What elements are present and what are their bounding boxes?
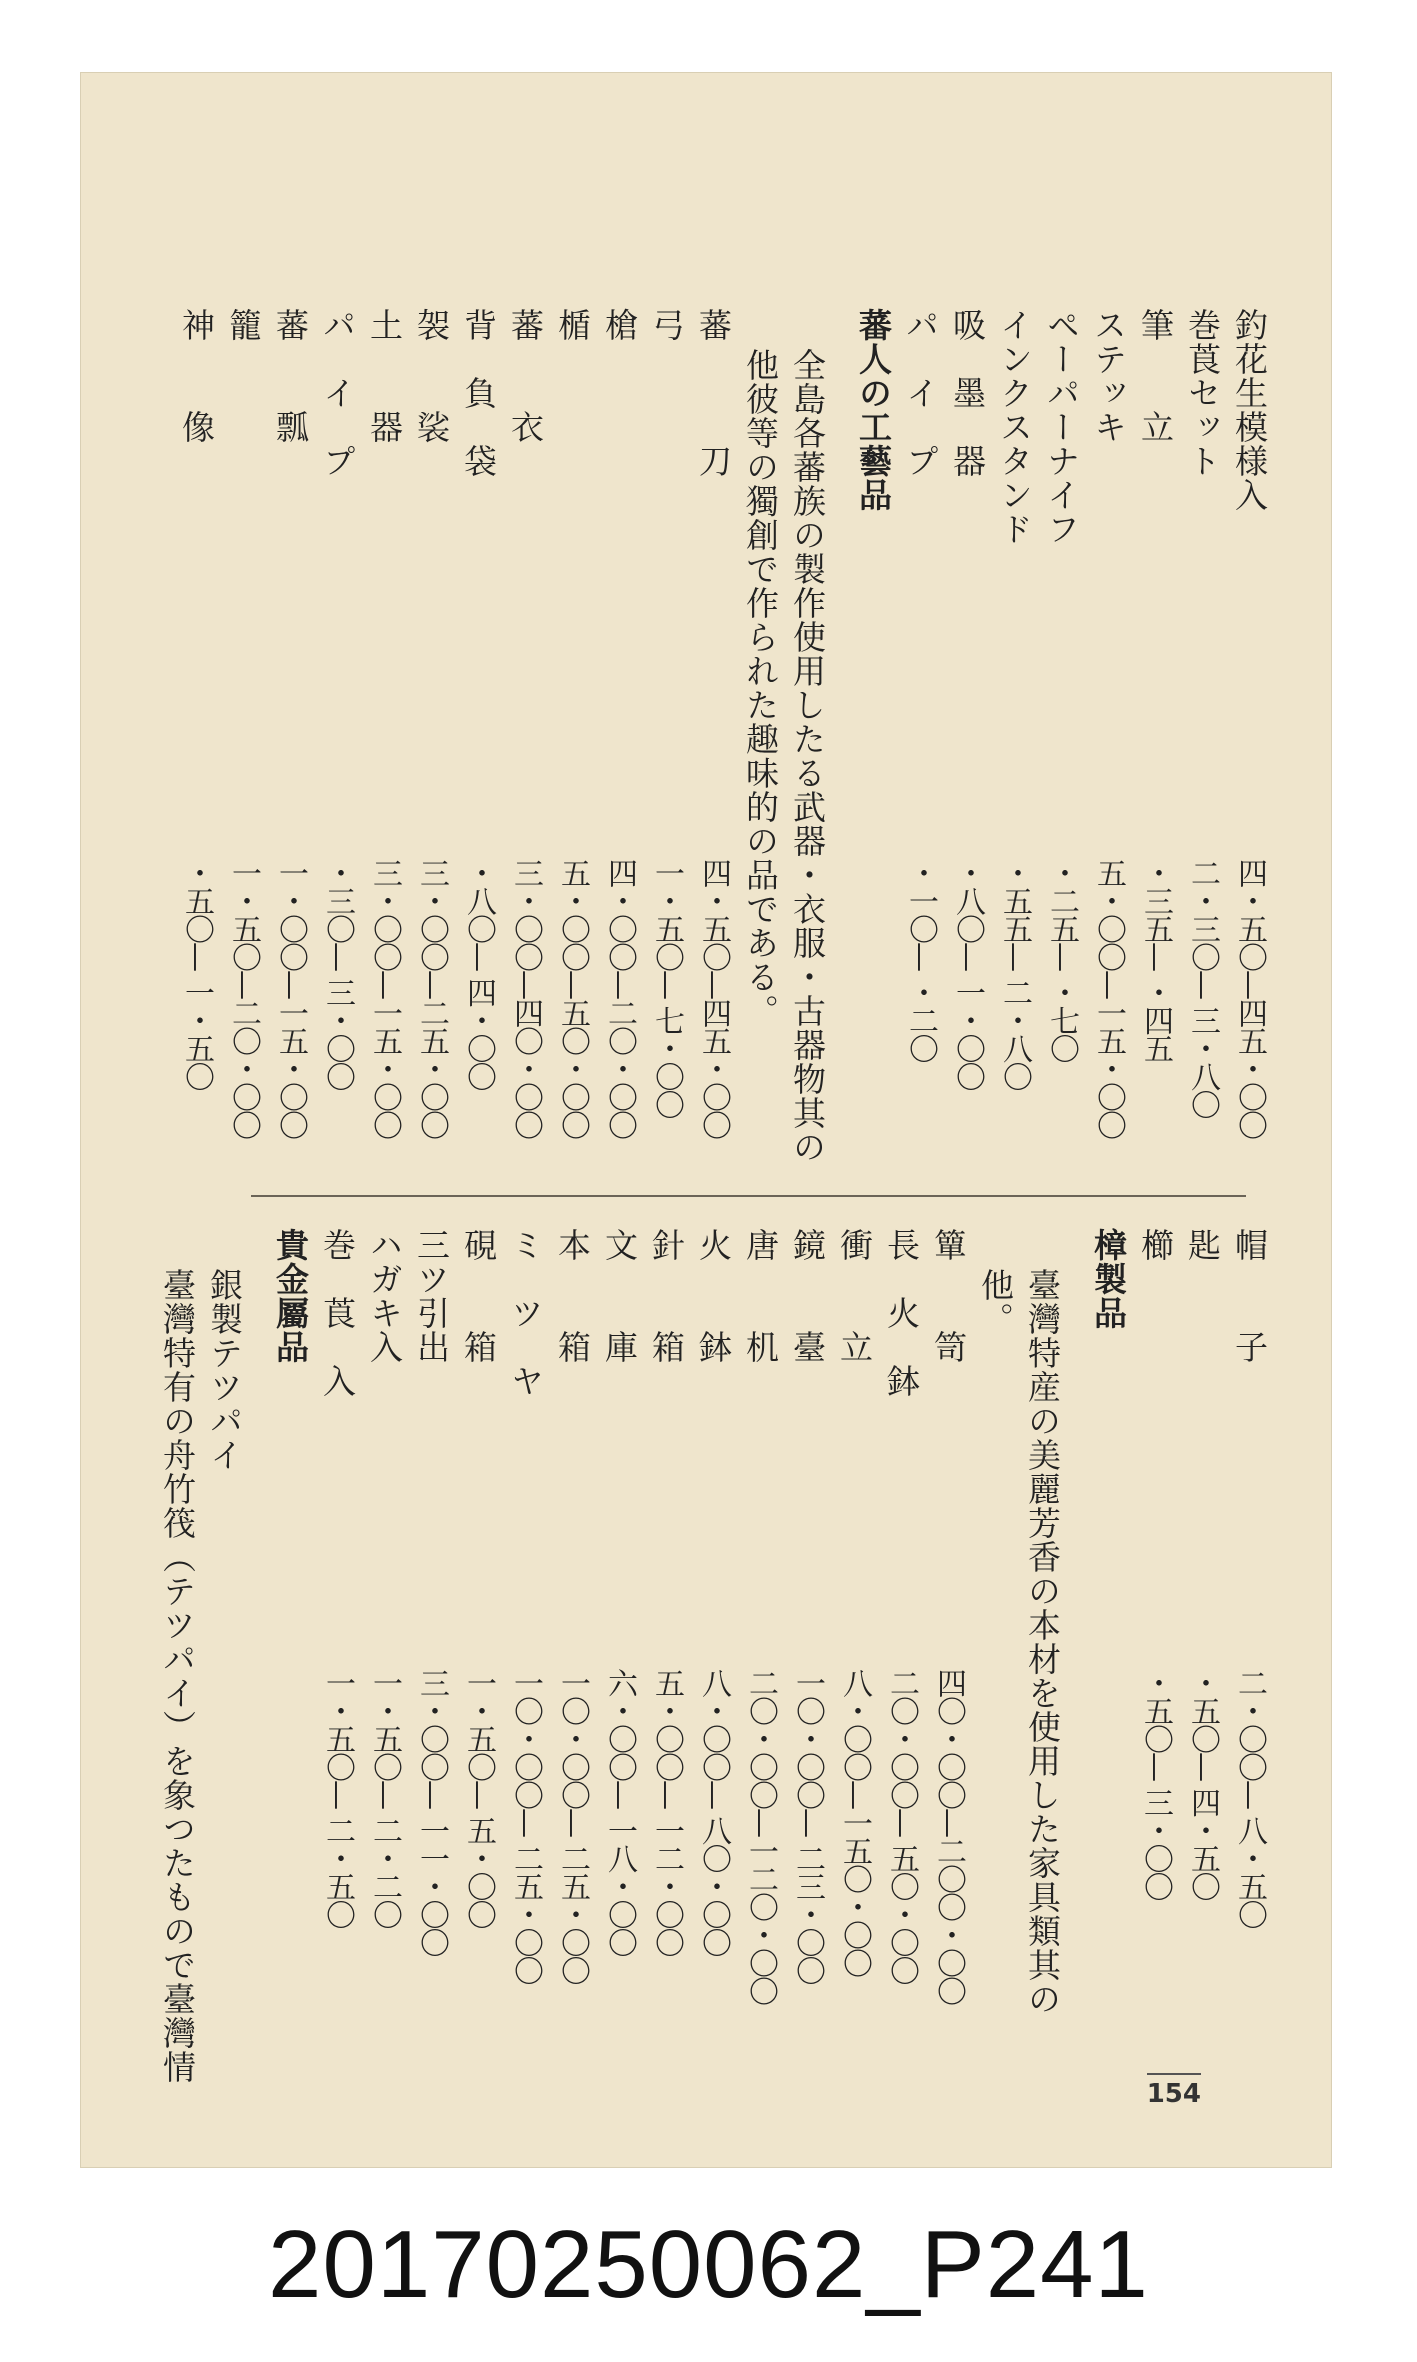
item-row [174,308,218,1188]
section-heading [851,308,895,1188]
item-row [456,308,500,1188]
item-name: 吸 墨 器 [948,308,987,478]
item-row [1227,308,1271,1188]
item-row [456,1228,500,2098]
item-price: 五・〇〇— 一二・〇〇 [649,1668,684,1956]
item-name: 針 箱 [647,1228,686,1364]
item-name: 土 器 [365,308,404,444]
description-line [785,308,829,1188]
item-row [409,308,453,1188]
item-row [644,308,688,1188]
upper-price-list [141,308,1271,1188]
item-price: 三・〇〇— 一一・〇〇 [414,1668,449,1956]
text-line: 貴金屬品 [271,1228,310,1364]
item-name: 帽 子 [1230,1228,1269,1364]
item-row [1180,1228,1224,2098]
item-name: パ イ プ [318,308,357,478]
section-heading [268,1228,312,2098]
text-line: 蕃人の工藝品 [854,308,893,512]
item-row [879,1228,923,2098]
item-price: ・三〇— 三・〇〇 [320,858,355,1090]
item-name: 背 負 袋 [459,308,498,478]
item-row [691,1228,735,2098]
item-row [221,308,265,1188]
item-price: 八・〇〇—一五〇・〇〇 [837,1668,872,1976]
item-row [550,308,594,1188]
item-name: 袈 裟 [412,308,451,444]
item-row [362,1228,406,2098]
item-name: 巻莨セット [1183,308,1222,478]
item-row [832,1228,876,2098]
item-price: ・二五— ・七〇 [1044,858,1079,1062]
item-name: パ イ プ [901,308,940,478]
item-row [503,1228,547,2098]
description-line [738,308,782,1188]
item-name: 唐 机 [741,1228,780,1364]
item-name: 本 箱 [553,1228,592,1364]
section-heading [1086,1228,1130,2098]
item-name: ハガキ入 [365,1228,404,1364]
item-price: 四〇・〇〇—二〇〇・〇〇 [931,1668,966,2004]
item-price: 一・五〇— 五・〇〇 [461,1668,496,1928]
item-row [1039,308,1083,1188]
item-price: 一〇・〇〇— 二五・〇〇 [508,1668,543,1984]
item-name: 楯 [553,308,592,342]
text-line: 樟製品 [1089,1228,1128,1330]
item-name: 蕃 刀 [694,308,733,478]
item-price: ・八〇— 四・〇〇 [461,858,496,1090]
item-name: 筆 立 [1136,308,1175,444]
archive-caption: 20170250062_P241 [268,2211,1149,2318]
item-row [362,308,406,1188]
item-name: 槍 [600,308,639,342]
item-price: 二・〇〇— 八・五〇 [1232,1668,1267,1928]
item-row [1133,308,1177,1188]
item-row [597,1228,641,2098]
lower-price-list [141,1228,1271,2098]
item-row [992,308,1036,1188]
item-row [268,308,312,1188]
item-price: 一・五〇—二〇・〇〇 [226,858,261,1138]
description-line [155,1228,199,2098]
item-price: ・一〇— ・二〇 [903,858,938,1062]
item-price: 五・〇〇—一五・〇〇 [1091,858,1126,1138]
text-line: 全島各蕃族の製作使用したる武器・衣服・古器物其の [788,348,827,1164]
text-line: 臺灣特産の美麗芳香の本材を使用した家具類其の [1023,1268,1062,2016]
item-price: 一・〇〇—一五・〇〇 [273,858,308,1138]
item-price: 一・五〇— 二・五〇 [320,1668,355,1928]
item-price: 四・〇〇—二〇・〇〇 [602,858,637,1138]
item-price: 四・五〇—四五・〇〇 [696,858,731,1138]
item-row [738,1228,782,2098]
item-name: 籠 [224,308,263,342]
book-page [80,72,1332,2168]
item-price: ・三五— ・四五 [1138,858,1173,1062]
item-row [1227,1228,1271,2098]
description-line [202,1228,246,2098]
item-name: 文 庫 [600,1228,639,1364]
item-name: インクスタンド [995,308,1034,546]
text-line: 臺灣特有の舟竹筏（テツパイ）を象つたもので臺灣情 [158,1268,197,2084]
item-row [644,1228,688,2098]
text-line: 他彼等の獨創で作られた趣味的の品である。 [741,348,780,1028]
item-name: 蕃 衣 [506,308,545,444]
item-row [785,1228,829,2098]
item-price: 三・〇〇—一五・〇〇 [367,858,402,1138]
item-row [409,1228,453,2098]
item-name: 硯 箱 [459,1228,498,1364]
item-row [1133,1228,1177,2098]
item-price: ・五〇— 一・五〇 [179,858,214,1090]
item-row [597,308,641,1188]
item-price: 五・〇〇—五〇・〇〇 [555,858,590,1138]
item-price: ・五〇— 三・〇〇 [1138,1668,1173,1900]
item-row [315,308,359,1188]
item-name: 三ツ引出 [412,1228,451,1364]
item-price: 一〇・〇〇— 二三・〇〇 [790,1668,825,1984]
item-name: 巻 莨 入 [318,1228,357,1398]
description-line [1020,1228,1064,2098]
item-price: 二〇・〇〇— 五〇・〇〇 [884,1668,919,1984]
item-row [550,1228,594,2098]
item-row [945,308,989,1188]
item-price: 四・五〇—四五・〇〇 [1232,858,1267,1138]
item-row [926,1228,970,2098]
item-row [898,308,942,1188]
item-price: ・五五— 二・八〇 [997,858,1032,1090]
text-line: 銀製テツパイ [205,1268,244,1472]
item-name: 鏡 臺 [788,1228,827,1364]
item-name: 釣花生模様入 [1230,308,1269,512]
item-name: 火 鉢 [694,1228,733,1364]
item-price: 二〇・〇〇—一二〇・〇〇 [743,1668,778,2004]
item-name: ミ ツ ヤ [506,1228,545,1398]
item-row [1180,308,1224,1188]
item-price: 六・〇〇— 一八・〇〇 [602,1668,637,1956]
section-divider [251,1195,1246,1197]
item-name: ステッキ [1089,308,1128,444]
item-name: ペーパーナイフ [1042,308,1081,546]
item-price: 三・〇〇—二五・〇〇 [414,858,449,1138]
item-price: 二・三〇— 三・八〇 [1185,858,1220,1118]
item-price: 一〇・〇〇— 二五・〇〇 [555,1668,590,1984]
item-row [315,1228,359,2098]
item-row [503,308,547,1188]
item-price: ・五〇— 四・五〇 [1185,1668,1220,1900]
item-row [1086,308,1130,1188]
item-price: 八・〇〇— 八〇・〇〇 [696,1668,731,1956]
item-name: 弓 [647,308,686,342]
item-price: ・八〇— 一・〇〇 [950,858,985,1090]
description-line [973,1228,1017,2098]
item-name: 神 像 [177,308,216,444]
text-line: 他。 [976,1268,1015,1336]
item-name: 蕃 瓢 [271,308,310,444]
item-price: 一・五〇— 二・二〇 [367,1668,402,1928]
item-name: 匙 [1183,1228,1222,1262]
item-price: 一・五〇— 七・〇〇 [649,858,684,1118]
item-row [691,308,735,1188]
item-price: 三・〇〇—四〇・〇〇 [508,858,543,1138]
item-name: 簞 笥 [929,1228,968,1364]
item-name: 長 火 鉢 [882,1228,921,1398]
item-name: 衝 立 [835,1228,874,1364]
page-number: 154 [1147,2073,1201,2109]
item-name: 櫛 [1136,1228,1175,1262]
